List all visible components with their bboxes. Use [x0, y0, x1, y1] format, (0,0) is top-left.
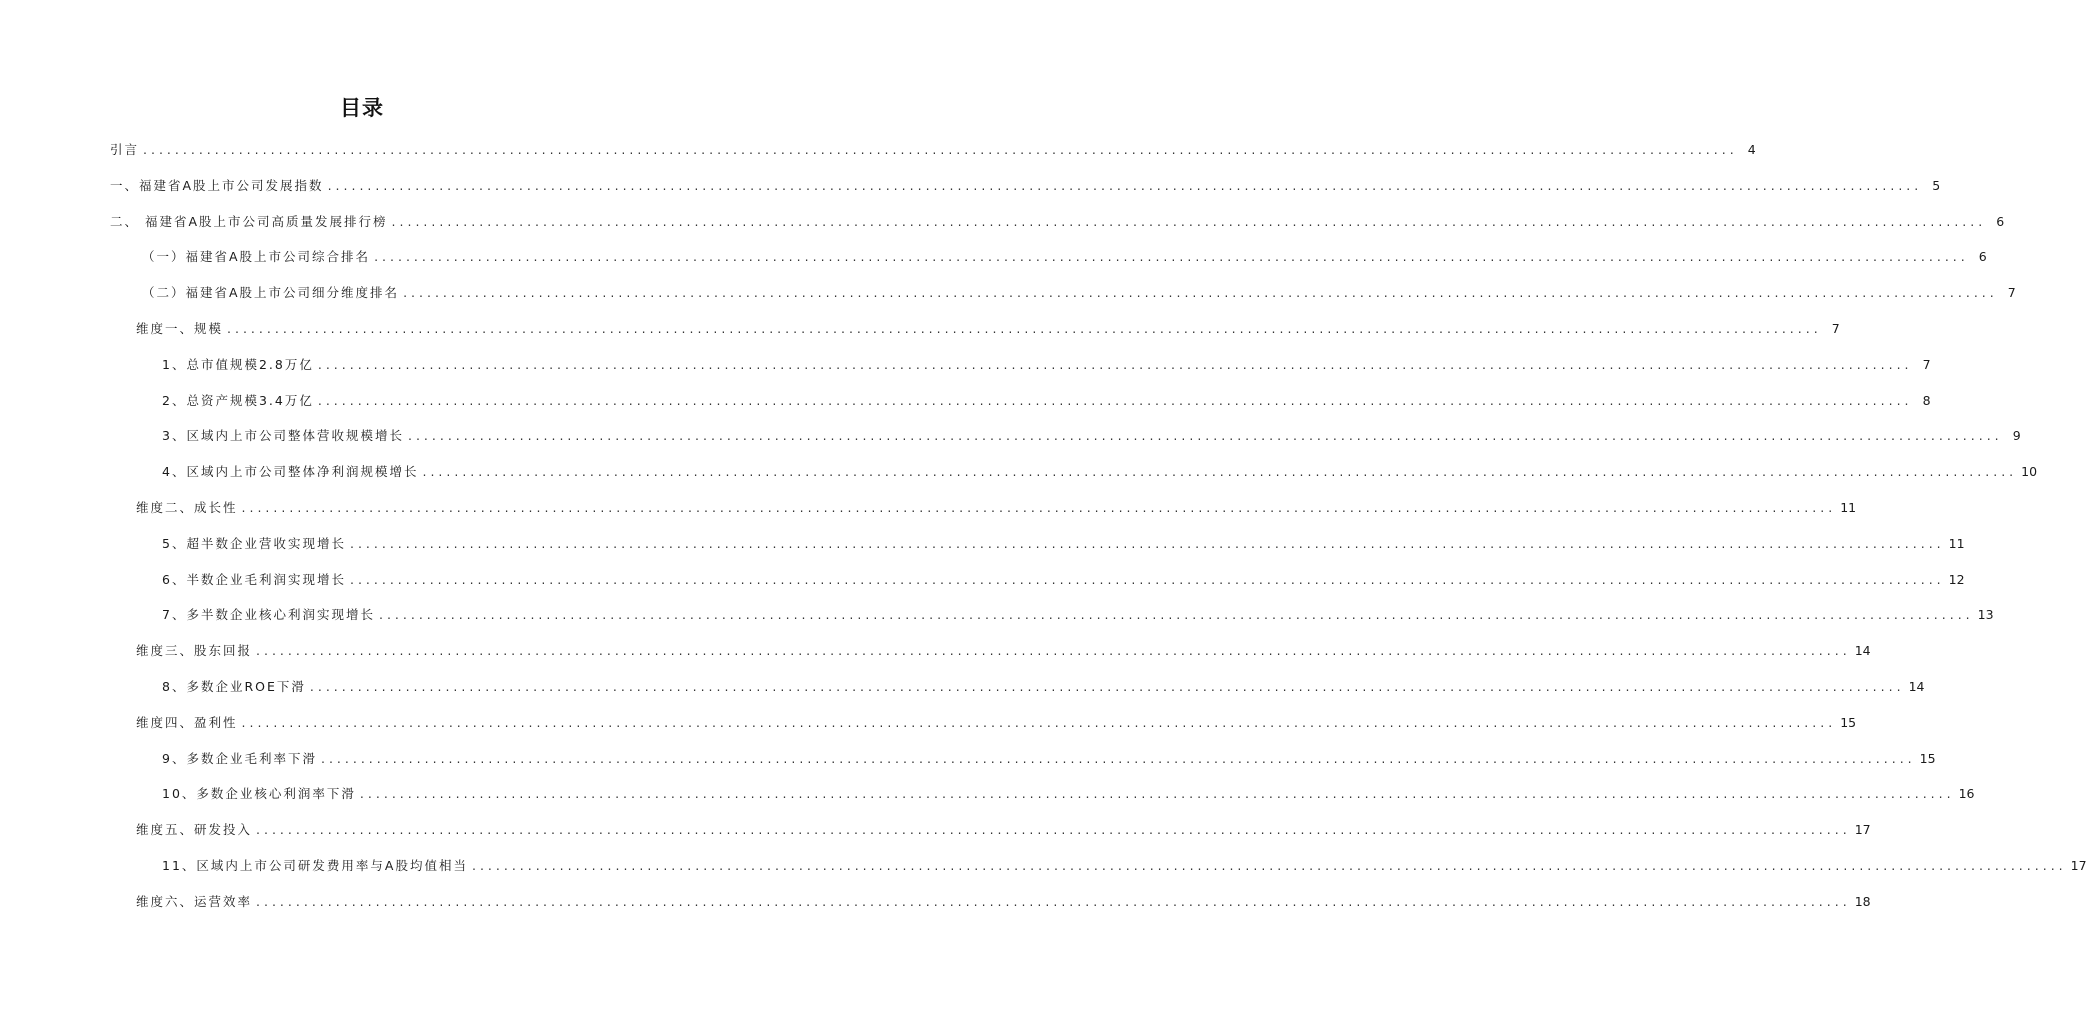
toc-entry-page-number: 6 — [1996, 213, 2005, 229]
toc-entry-title: 维度二、成长性 — [136, 500, 238, 515]
toc-leader-dots: ........................................................................................................................................................................................................ — [327, 177, 1923, 193]
toc-leader-dots: ........................................................................................................................................................................................................ — [241, 714, 1837, 730]
toc-entry[interactable] — [136, 892, 1871, 912]
toc-entry-page-number: 7 — [1831, 321, 1840, 336]
toc-entry-title: 维度五、研发投入 — [136, 822, 253, 838]
toc-entry-page-number: 4 — [1747, 142, 1756, 157]
toc-entry-page-number: 11 — [1948, 535, 1965, 551]
toc-leader-dots: ........................................................................................................................................................................................................ — [359, 786, 1955, 802]
toc-entry-title: 维度三、股东回报 — [136, 643, 253, 659]
toc-entry-title: 9、多数企业毛利率下滑 — [162, 750, 317, 766]
toc-leader-dots: ........................................................................................................................................................................................................ — [241, 500, 1837, 515]
toc-entry-title: （二）福建省A股上市公司细分维度排名 — [142, 285, 400, 301]
toc-leader-dots: ........................................................................................................................................................................................................ — [471, 858, 2067, 873]
toc-entry[interactable] — [162, 784, 1975, 804]
toc-entry[interactable] — [110, 140, 1756, 160]
toc-leader-dots: ........................................................................................................................................................................................................ — [317, 356, 1913, 372]
toc-leader-dots: ........................................................................................................................................................................................................ — [403, 285, 1998, 301]
toc-entry-page-number: 18 — [1854, 893, 1871, 909]
toc-leader-dots: ........................................................................................................................................................................................................ — [391, 213, 1987, 229]
toc-entry-title: 一、福建省A股上市公司发展指数 — [110, 177, 324, 193]
toc-leader-dots: ........................................................................................................................................................................................................ — [143, 142, 1738, 157]
toc-entry[interactable] — [142, 283, 2016, 303]
toc-leader-dots: ........................................................................................................................................................................................................ — [422, 464, 2018, 480]
toc-entry-page-number: 15 — [1840, 714, 1857, 730]
toc-leader-dots: ........................................................................................................................................................................................................ — [349, 535, 1945, 551]
toc-entry-page-number: 15 — [1919, 750, 1936, 766]
toc-entry[interactable] — [162, 355, 1931, 375]
toc-entry-page-number: 14 — [1854, 643, 1871, 659]
toc-leader-dots: ........................................................................................................................................................................................................ — [227, 321, 1822, 336]
toc-entry-page-number: 17 — [2070, 858, 2087, 873]
toc-leader-dots: ........................................................................................................................................................................................................ — [317, 392, 1913, 408]
toc-entry-page-number: 7 — [1922, 356, 1931, 372]
toc-entry-page-number: 10 — [2021, 464, 2038, 480]
toc-entry-title: 2、总资产规模3.4万亿 — [162, 392, 314, 408]
toc-entry[interactable] — [162, 856, 2087, 876]
toc-entry-title: 10、多数企业核心利润率下滑 — [162, 786, 356, 802]
toc-entry[interactable] — [136, 498, 1857, 518]
toc-entry-page-number: 7 — [2007, 285, 2016, 301]
toc-entry[interactable] — [162, 426, 2021, 446]
toc-entry-title: 7、多半数企业核心利润实现增长 — [162, 607, 375, 623]
toc-entry-title: 11、区域内上市公司研发费用率与A股均值相当 — [162, 858, 468, 873]
toc-entry-page-number: 17 — [1854, 822, 1871, 838]
toc-entry-page-number: 12 — [1948, 571, 1965, 587]
toc-leader-dots: ........................................................................................................................................................................................................ — [256, 822, 1851, 838]
toc-entry-title: 8、多数企业ROE下滑 — [162, 679, 306, 694]
toc-leader-dots: ........................................................................................................................................................................................................ — [256, 643, 1851, 659]
toc-entry[interactable] — [162, 462, 2038, 482]
toc-entry[interactable] — [162, 749, 1936, 769]
toc-entry[interactable] — [136, 713, 1857, 733]
toc-entry-title: 3、区域内上市公司整体营收规模增长 — [162, 428, 404, 444]
toc-entry[interactable] — [162, 534, 1965, 554]
toc-leader-dots: ........................................................................................................................................................................................................ — [256, 893, 1851, 909]
toc-entry[interactable] — [110, 212, 2005, 232]
toc-entry-page-number: 13 — [1977, 607, 1994, 623]
toc-entry[interactable] — [162, 391, 1931, 411]
toc-entry[interactable] — [162, 570, 1965, 590]
toc-entry[interactable] — [162, 677, 1925, 697]
toc-leader-dots: ........................................................................................................................................................................................................ — [309, 679, 1905, 694]
toc-entry-title: 维度四、盈利性 — [136, 714, 238, 730]
toc-entry-page-number: 9 — [2012, 428, 2021, 444]
toc-entry[interactable] — [136, 641, 1871, 661]
toc-entry-title: 5、超半数企业营收实现增长 — [162, 535, 346, 551]
toc-entry-page-number: 6 — [1978, 249, 1987, 265]
toc-entry-page-number: 8 — [1922, 392, 1931, 408]
toc-entry-title: 二、 福建省A股上市公司高质量发展排行榜 — [110, 213, 388, 229]
toc-entry-title: （一）福建省A股上市公司综合排名 — [142, 249, 371, 265]
toc-leader-dots: ........................................................................................................................................................................................................ — [320, 750, 1916, 766]
toc-entry-page-number: 5 — [1932, 177, 1941, 193]
toc-entry-title: 4、区域内上市公司整体净利润规模增长 — [162, 464, 419, 480]
toc-entry-title: 引言 — [110, 142, 140, 157]
toc-entry-page-number: 14 — [1908, 679, 1925, 694]
toc-entry-title: 1、总市值规模2.8万亿 — [162, 356, 314, 372]
toc-leader-dots: ........................................................................................................................................................................................................ — [407, 428, 2003, 444]
toc-entry[interactable] — [110, 176, 1941, 196]
toc-entry-title: 维度一、规模 — [136, 321, 224, 336]
toc-entry[interactable] — [162, 605, 1994, 625]
page-title: 目录 — [340, 96, 384, 120]
toc-entry[interactable] — [136, 820, 1871, 840]
toc-entry-title: 6、半数企业毛利润实现增长 — [162, 571, 346, 587]
toc-entry[interactable] — [142, 247, 1987, 267]
toc-leader-dots: ........................................................................................................................................................................................................ — [378, 607, 1974, 623]
toc-entry-title: 维度六、运营效率 — [136, 893, 253, 909]
toc-entry[interactable] — [136, 319, 1840, 339]
toc-entry-page-number: 16 — [1958, 786, 1975, 802]
toc-leader-dots: ........................................................................................................................................................................................................ — [349, 571, 1945, 587]
toc-leader-dots: ........................................................................................................................................................................................................ — [374, 249, 1969, 265]
toc-entry-page-number: 11 — [1840, 500, 1857, 515]
